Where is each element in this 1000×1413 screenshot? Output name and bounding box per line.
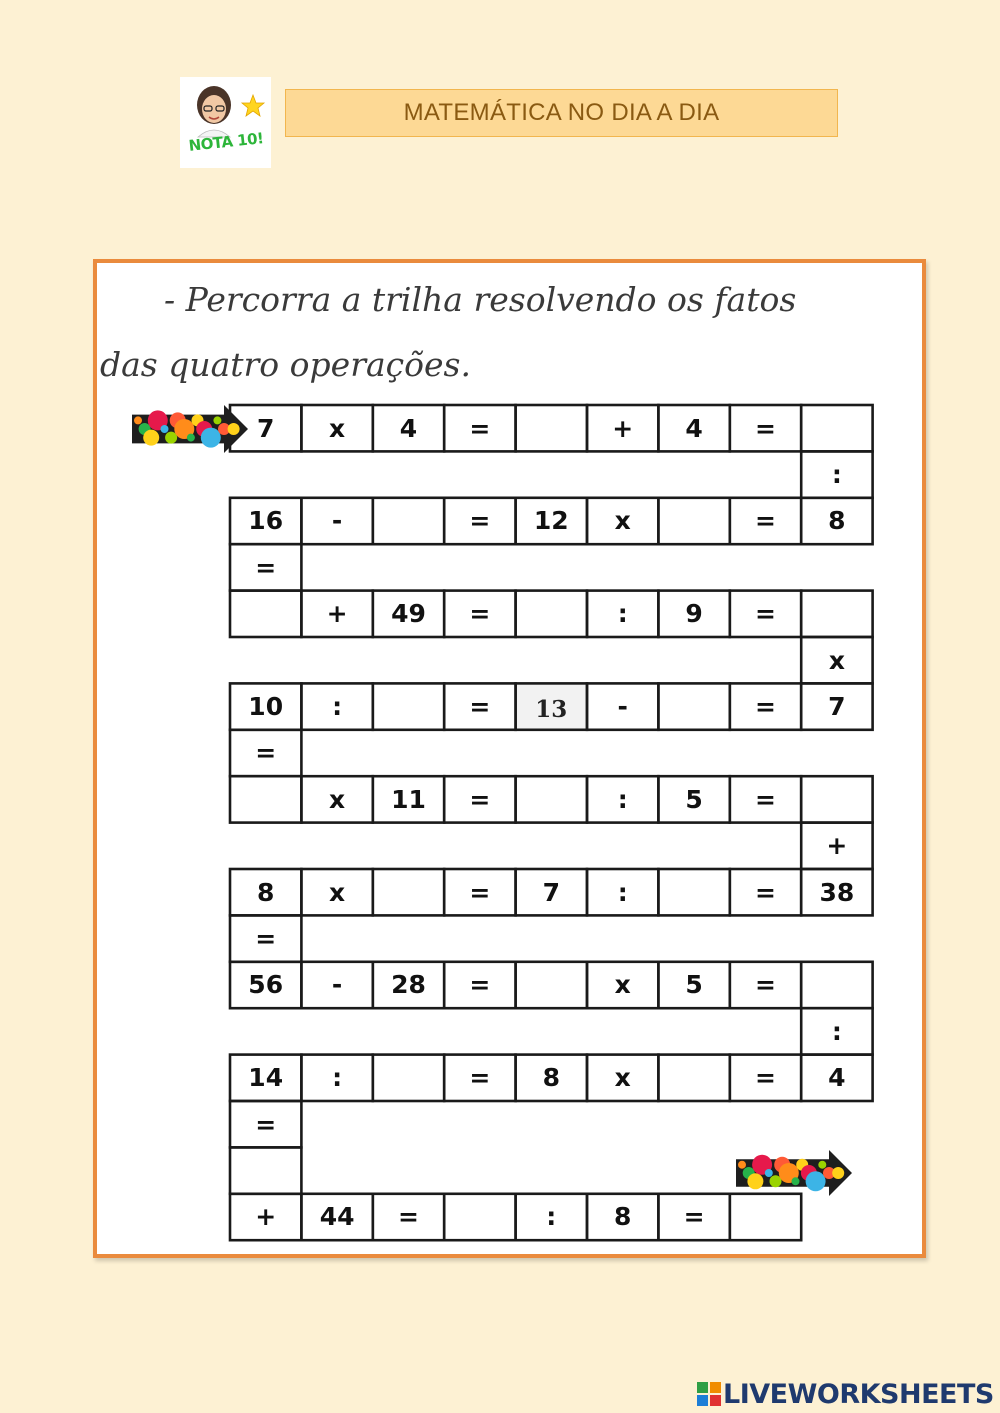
number-cell: 4 — [399, 413, 418, 443]
trail-cell-border — [373, 405, 444, 451]
operator-cell: - — [331, 506, 343, 536]
number-cell: 4 — [685, 413, 703, 443]
number-cell: 44 — [319, 1202, 355, 1232]
operator-cell: = — [755, 506, 776, 536]
operator-cell: = — [469, 506, 491, 536]
trail-cell-border — [658, 591, 729, 637]
instruction-line-2: das quatro operações. — [100, 345, 471, 384]
trail-cell-border — [373, 962, 444, 1008]
trail-cell-border — [230, 683, 301, 729]
operator-cell: x — [329, 413, 346, 443]
number-cell: 38 — [819, 877, 855, 907]
operator-cell: : — [617, 599, 628, 629]
operator-cell: = — [255, 552, 277, 582]
trail-cell-border — [658, 1055, 729, 1101]
trail-cell-border — [658, 683, 729, 729]
trail-cell-border — [587, 405, 658, 451]
trail-cell-border — [587, 591, 658, 637]
trail-cell-border — [230, 915, 301, 961]
number-cell: 8 — [256, 877, 275, 907]
trail-cell-border — [230, 869, 301, 915]
trail-cell-border — [230, 544, 301, 590]
trail-cell-border — [230, 498, 301, 544]
trail-cell-border — [801, 869, 872, 915]
operator-cell: + — [612, 413, 634, 443]
number-cell: 7 — [828, 692, 846, 722]
trail-cell-border — [230, 1147, 301, 1193]
operator-cell: x — [329, 784, 346, 814]
trail-cell-border — [658, 869, 729, 915]
operator-cell: = — [469, 970, 491, 1000]
trail-cell-border — [730, 591, 801, 637]
number-cell: 28 — [391, 970, 426, 1000]
trail-cell-border — [801, 637, 872, 683]
operator-cell: = — [755, 1063, 776, 1093]
trail-cell-border — [444, 1194, 515, 1240]
trail-cell-border — [301, 962, 372, 1008]
trail-cell-border — [801, 591, 872, 637]
trail-cell-border — [230, 776, 301, 822]
operator-cell: + — [326, 599, 348, 629]
operator-cell: : — [332, 1063, 343, 1093]
number-cell: 8 — [828, 506, 846, 536]
trail-cell-border — [444, 1055, 515, 1101]
number-cell: 9 — [685, 599, 703, 629]
number-cell: 7 — [256, 413, 275, 443]
trail-cell-border — [230, 1194, 301, 1240]
trail-cell-border — [516, 1194, 587, 1240]
operator-cell: = — [755, 692, 776, 722]
operator-cell: = — [469, 1063, 491, 1093]
trail-cell-border — [230, 730, 301, 776]
trail-cell-border — [801, 683, 872, 729]
trail-cell-border — [301, 591, 372, 637]
trail-cell-border — [301, 405, 372, 451]
operator-cell: - — [331, 970, 343, 1000]
operator-cell: = — [683, 1202, 705, 1232]
trail-cell-border — [730, 498, 801, 544]
trail-cell-border — [658, 498, 729, 544]
operator-cell: : — [831, 1016, 842, 1046]
trail-cell-border — [516, 683, 587, 729]
number-cell: 4 — [828, 1063, 846, 1093]
page-title: MATEMÁTICA NO DIA A DIA — [403, 99, 720, 126]
operator-cell: = — [469, 784, 491, 814]
operator-cell: = — [755, 599, 776, 629]
trail-cell-border — [301, 683, 372, 729]
operator-cell: : — [831, 460, 842, 490]
trail-cell-border — [516, 498, 587, 544]
trail-cell-border — [801, 498, 872, 544]
trail-cell-border — [444, 869, 515, 915]
trail-cell-border — [730, 1194, 801, 1240]
trail-cell-border — [301, 1055, 372, 1101]
trail-cell-border — [658, 405, 729, 451]
trail-cell-border — [373, 683, 444, 729]
operator-cell: x — [614, 970, 631, 1000]
trail-cell-border — [801, 823, 872, 869]
trail-cell-border — [587, 962, 658, 1008]
trail-cell-border — [301, 869, 372, 915]
trail-cell-border — [801, 962, 872, 1008]
trail-cell-border — [801, 1055, 872, 1101]
operator-cell: = — [398, 1202, 419, 1232]
instruction-line-1: - Percorra a trilha resolvendo os fatos — [164, 280, 797, 319]
number-cell: 14 — [248, 1063, 284, 1093]
trail-cell-border — [444, 405, 515, 451]
operator-cell: = — [755, 784, 776, 814]
trail-cell-border — [658, 1194, 729, 1240]
trail-cell-border — [587, 1194, 658, 1240]
number-cell: 11 — [391, 784, 426, 814]
operator-cell: = — [469, 413, 491, 443]
trail-cell-border — [587, 1055, 658, 1101]
trail-cell-border — [301, 776, 372, 822]
trail-cell-border — [516, 869, 587, 915]
trail-cell-border — [587, 869, 658, 915]
operator-cell: = — [755, 970, 776, 1000]
trail-cell-border — [230, 591, 301, 637]
operator-cell: x — [329, 877, 346, 907]
finish-arrow-icon — [736, 1150, 852, 1196]
trail-cell-border — [587, 683, 658, 729]
trail-cell-border — [373, 1194, 444, 1240]
trail-cell-border — [587, 776, 658, 822]
trail-cell-border — [730, 1055, 801, 1101]
trail-cell-border — [516, 962, 587, 1008]
trail-cell-border — [658, 962, 729, 1008]
operator-cell: = — [755, 877, 776, 907]
trail-cell-border — [730, 776, 801, 822]
trail-cell-border — [801, 451, 872, 497]
trail-cell-border — [444, 498, 515, 544]
number-cell: 7 — [542, 877, 560, 907]
trail-cell-border — [730, 962, 801, 1008]
operator-cell: = — [755, 413, 776, 443]
trail-cell-border — [230, 962, 301, 1008]
trail-cell-border — [730, 869, 801, 915]
trail-cell-border — [658, 776, 729, 822]
trail-cell-border — [516, 776, 587, 822]
number-cell: 49 — [391, 599, 426, 629]
number-cell: 16 — [248, 506, 284, 536]
trail-cell-border — [301, 498, 372, 544]
trail-cell-border — [516, 405, 587, 451]
trail-cell-border — [444, 776, 515, 822]
trail-cell-border — [516, 591, 587, 637]
operator-cell: = — [255, 738, 277, 768]
footer-brand-text: LIVEWORKSHEETS — [723, 1378, 994, 1410]
operator-cell: + — [255, 1202, 277, 1232]
number-cell: 56 — [248, 970, 284, 1000]
trail-cell-border — [373, 869, 444, 915]
operator-cell: x — [828, 645, 845, 675]
logo-label: NOTA 10! — [187, 129, 265, 155]
trail-cell-border — [230, 1101, 301, 1147]
trail-cell-border — [444, 683, 515, 729]
answer-value: 13 — [535, 696, 568, 724]
operator-cell: - — [617, 692, 628, 722]
operator-cell: : — [617, 877, 628, 907]
number-cell: 5 — [685, 784, 703, 814]
number-cell: 10 — [248, 692, 284, 722]
number-cell: 12 — [533, 506, 569, 536]
operator-cell: + — [826, 831, 848, 861]
operator-cell: = — [255, 924, 277, 954]
trail-cell-border — [516, 1055, 587, 1101]
trail-cell-border — [373, 776, 444, 822]
trail-cell-border — [230, 1055, 301, 1101]
operator-cell: x — [614, 1063, 631, 1093]
operator-cell: : — [617, 784, 628, 814]
operator-cell: = — [469, 692, 491, 722]
number-cell: 8 — [613, 1202, 632, 1232]
start-arrow-icon — [132, 405, 248, 453]
trail-cell-border — [801, 1008, 872, 1054]
operator-cell: = — [469, 877, 491, 907]
trail-cell-border — [801, 405, 872, 451]
operator-cell: : — [332, 692, 343, 722]
trail-cell-border — [587, 498, 658, 544]
trail-cell-border — [444, 591, 515, 637]
trail-cell-border — [373, 591, 444, 637]
operator-cell: = — [255, 1109, 277, 1139]
trail-cell-border — [373, 1055, 444, 1101]
operator-cell: = — [469, 599, 491, 629]
number-cell: 8 — [542, 1063, 560, 1093]
trail-cell-border — [730, 405, 801, 451]
number-cell: 5 — [685, 970, 703, 1000]
trail-cell-border — [444, 962, 515, 1008]
trail-cell-border — [801, 776, 872, 822]
operator-cell: x — [614, 506, 631, 536]
trail-cell-border — [301, 1194, 372, 1240]
trail-cell-border — [730, 683, 801, 729]
operator-cell: : — [546, 1202, 557, 1232]
trail-cell-border — [373, 498, 444, 544]
